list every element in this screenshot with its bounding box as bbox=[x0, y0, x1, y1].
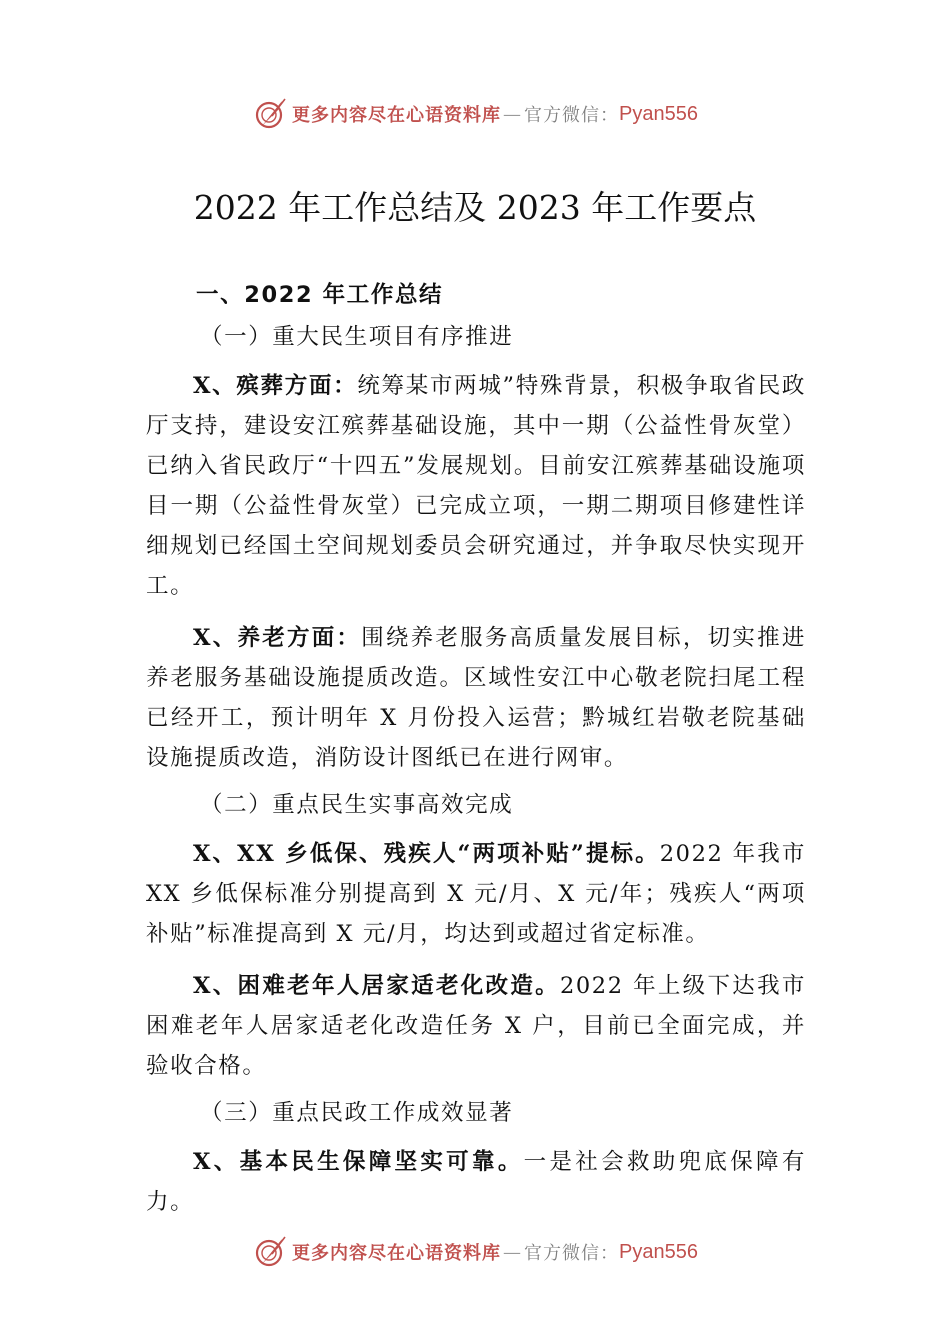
watermark-separator: — bbox=[503, 103, 523, 125]
watermark-wechat-id: Pyan556 bbox=[619, 1240, 698, 1263]
section-heading-summary: 一、2022 年工作总结 bbox=[196, 282, 444, 308]
watermark-label: 官方微信： bbox=[524, 105, 620, 126]
paragraph-text: 统筹某市两城”特殊背景，积极争取省民政厅支持，建设安江殡葬基础设施，其中一期（公益性骨灰堂）已纳入省民政厅“十四五”发展规划。目前安江殡葬基础设施项目一期（公益性骨灰堂）已完成立项，一期二期项目修建性详细规划已经国土空间规划委员会研究通过，并争取尽快实现开工。 bbox=[146, 373, 806, 599]
paragraph-home-renovation bbox=[146, 966, 806, 1086]
paragraph-text: 围绕养老服务高质量发展目标，切实推进养老服务基础设施提质改造。区域性安江中心敬老院扫尾工程已经开工，预计明年 X 月份投入运营；黔城红岩敬老院基础设施提质改造，消防设计图纸已在进行网审。 bbox=[146, 625, 806, 771]
watermark-brand: 更多内容尽在心语资料库 bbox=[292, 105, 502, 126]
watermark-footer bbox=[0, 1232, 950, 1272]
paragraph-text: 2022 年我市 XX 乡低保标准分别提高到 X 元/月、X 元/年；残疾人“两项补贴”标准提高到 X 元/月，均达到或超过省定标准。 bbox=[146, 841, 806, 947]
document-title: 2022 年工作总结及 2023 年工作要点 bbox=[193, 188, 757, 227]
paragraph-elderly-care bbox=[146, 618, 806, 778]
document-body bbox=[146, 280, 806, 1234]
paragraph-lead: X、殡葬方面： bbox=[193, 373, 358, 399]
subsection-heading-2: （二）重点民生实事高效完成 bbox=[200, 792, 514, 818]
paragraph-lead: X、基本民生保障坚实可靠。 bbox=[193, 1149, 524, 1175]
paragraph-lead: X、XX 乡低保、残疾人“两项补贴”提标。 bbox=[193, 841, 660, 867]
watermark-header bbox=[0, 94, 950, 134]
watermark-label: 官方微信： bbox=[524, 1243, 620, 1264]
watermark-brand: 更多内容尽在心语资料库 bbox=[292, 1243, 502, 1264]
watermark-separator: — bbox=[503, 1241, 523, 1263]
paragraph-text: 一是社会救助兜底保障有力。 bbox=[146, 1149, 806, 1215]
paragraph-funeral bbox=[146, 366, 806, 606]
quill-seal-icon bbox=[252, 96, 288, 132]
subsection-heading-3: （三）重点民政工作成效显著 bbox=[200, 1100, 514, 1126]
paragraph-subsidy bbox=[146, 834, 806, 954]
paragraph-text: 2022 年上级下达我市困难老年人居家适老化改造任务 X 户，目前已全面完成，并验收合格。 bbox=[146, 973, 806, 1079]
paragraph-basic-livelihood bbox=[146, 1142, 806, 1222]
quill-seal-icon bbox=[252, 1234, 288, 1270]
watermark-wechat-id: Pyan556 bbox=[619, 102, 698, 125]
paragraph-lead: X、困难老年人居家适老化改造。 bbox=[193, 973, 560, 999]
subsection-heading-1: （一）重大民生项目有序推进 bbox=[200, 324, 514, 350]
paragraph-lead: X、养老方面： bbox=[193, 625, 362, 651]
